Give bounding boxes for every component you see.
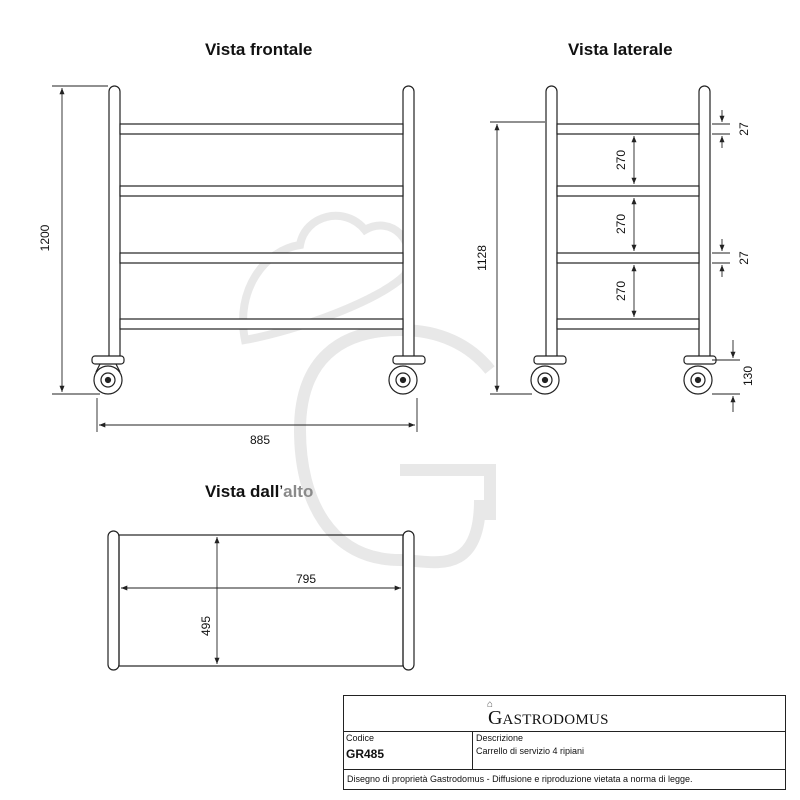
- front-view: [92, 86, 425, 394]
- side-thickness-label: 27: [737, 122, 751, 136]
- side-spacing-label: 270: [614, 213, 628, 235]
- side-height-label: 1128: [475, 245, 489, 271]
- front-left-post: [109, 86, 120, 362]
- ownership-notice: Disegno di proprietà Gastrodomus - Diffusione e riproduzione vietata a norma di legge.: [347, 774, 693, 784]
- side-right-post: [699, 86, 710, 362]
- brand-row: [344, 696, 785, 732]
- side-shelf: [557, 124, 699, 134]
- side-shelf: [557, 253, 699, 263]
- front-left-caster: [92, 356, 124, 394]
- description-label: Descrizione: [476, 733, 524, 743]
- description-cell: [473, 731, 785, 769]
- side-spacing-label: 270: [614, 280, 628, 302]
- code-label: Codice: [346, 733, 375, 743]
- front-shelf: [120, 186, 403, 196]
- top-right-handle: [403, 531, 414, 670]
- top-left-handle: [108, 531, 119, 670]
- side-view-title: Vista laterale: [568, 40, 673, 59]
- description-value: Carrello di servizio 4 ripiani: [476, 746, 585, 756]
- watermark-logo: [243, 216, 490, 562]
- top-length-label: 795: [295, 572, 317, 586]
- code-value: GR485: [346, 747, 385, 761]
- side-right-caster: [684, 356, 716, 394]
- front-height-label: 1200: [38, 224, 52, 252]
- code-cell: [344, 731, 473, 769]
- side-left-caster: [531, 356, 566, 394]
- front-shelf: [120, 124, 403, 134]
- brand-initial: G: [488, 707, 503, 729]
- brand-name: ASTRODOMUS: [502, 712, 609, 728]
- top-view-title-tail: alto: [283, 482, 314, 501]
- title-block: [343, 695, 786, 790]
- top-depth-label: 495: [199, 615, 213, 637]
- info-row: [344, 731, 785, 770]
- side-left-post: [546, 86, 557, 362]
- front-right-post: [403, 86, 414, 362]
- brand-logo: [488, 707, 609, 730]
- front-width-label: 885: [249, 433, 271, 447]
- side-shelf: [557, 319, 699, 329]
- side-shelf: [557, 186, 699, 196]
- front-right-caster: [389, 356, 425, 394]
- chef-hat-icon: ⌂: [487, 699, 494, 710]
- front-shelf: [120, 319, 403, 329]
- front-shelf: [120, 253, 403, 263]
- side-wheel-height-label: 130: [741, 365, 755, 387]
- side-spacing-label: 270: [614, 149, 628, 171]
- side-view: [531, 86, 716, 394]
- front-view-title: Vista frontale: [205, 40, 313, 59]
- top-view-title-apostrophe: ’: [279, 482, 284, 501]
- side-thickness-label: 27: [737, 251, 751, 265]
- top-view-title: [205, 482, 313, 502]
- top-view-title-main: Vista dall: [205, 482, 280, 501]
